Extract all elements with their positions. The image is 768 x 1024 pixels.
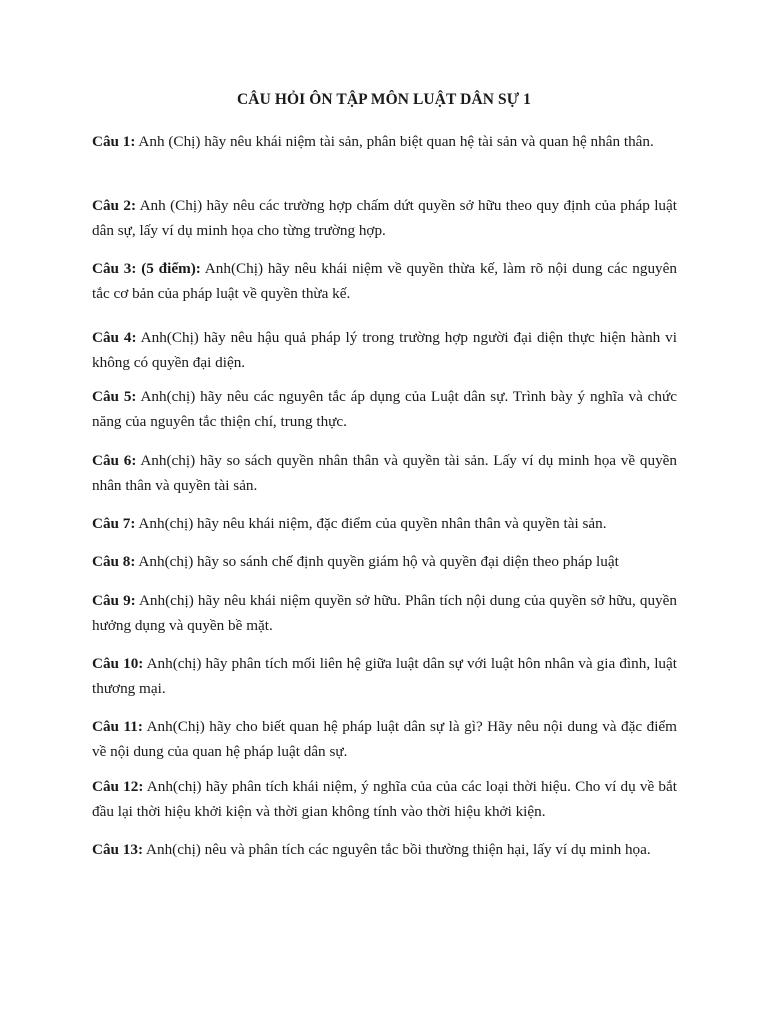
question-9 xyxy=(92,588,677,638)
question-4 xyxy=(92,325,677,375)
question-label: Câu 12: xyxy=(92,778,144,795)
question-text: Anh(chị) nêu và phân tích các nguyên tắc bồi thường thiện hại, lấy ví dụ minh họa. xyxy=(143,841,651,858)
question-text: Anh(chị) hãy so sánh chế định quyền giám hộ và quyền đại diện theo pháp luật xyxy=(135,553,619,570)
question-label: Câu 2: xyxy=(92,197,137,214)
question-label: Câu 1: xyxy=(92,133,136,150)
question-2 xyxy=(92,193,677,243)
question-8 xyxy=(92,549,677,574)
question-label: Câu 6: xyxy=(92,452,137,469)
question-13 xyxy=(92,837,677,862)
question-text: Anh (Chị) hãy nêu các trường hợp chấm dứt quyền sở hữu theo quy định của pháp luật dân sự, lấy ví dụ minh họa cho từng trường hợp. xyxy=(92,197,677,239)
question-7 xyxy=(92,511,677,536)
question-10 xyxy=(92,651,677,701)
question-label: Câu 7: xyxy=(92,515,136,532)
question-label: Câu 5: xyxy=(92,388,137,405)
question-text: Anh (Chị) hãy nêu khái niệm tài sản, phân biệt quan hệ tài sản và quan hệ nhân thân. xyxy=(135,133,654,150)
question-1 xyxy=(92,129,677,154)
question-5 xyxy=(92,384,677,434)
question-text: Anh(chị) hãy phân tích mối liên hệ giữa luật dân sự với luật hôn nhân và gia đình, luật thương mại. xyxy=(92,655,677,697)
question-label: Câu 4: xyxy=(92,329,137,346)
question-label: Câu 11: xyxy=(92,718,143,735)
question-text: Anh(chị) hãy nêu khái niệm quyền sở hữu. Phân tích nội dung của quyền sở hữu, quyền hưởng dụng và quyền bề mặt. xyxy=(92,592,677,634)
question-text: Anh(Chị) hãy nêu hậu quả pháp lý trong trường hợp người đại diện thực hiện hành vi không có quyền đại diện. xyxy=(92,329,677,371)
question-11 xyxy=(92,714,677,764)
question-text: Anh(chị) hãy phân tích khái niệm, ý nghĩa của của các loại thời hiệu. Cho ví dụ về bắt đầu lại thời hiệu khởi kiện và thời gian không tính vào thời hiệu khởi kiện. xyxy=(92,778,677,820)
question-12 xyxy=(92,774,677,824)
question-text: Anh(chị) hãy nêu khái niệm, đặc điểm của quyền nhân thân và quyền tài sản. xyxy=(135,515,607,532)
question-text: Anh(Chị) hãy nêu khái niệm về quyền thừa kế, làm rõ nội dung các nguyên tắc cơ bản của pháp luật về quyền thừa kế. xyxy=(92,260,677,302)
question-label: Câu 10: xyxy=(92,655,144,672)
document-title: CÂU HỎI ÔN TẬP MÔN LUẬT DÂN SỰ 1 xyxy=(237,91,531,108)
question-label: Câu 8: xyxy=(92,553,136,570)
question-label: Câu 13: xyxy=(92,841,144,858)
question-text: Anh(chị) hãy nêu các nguyên tắc áp dụng của Luật dân sự. Trình bày ý nghĩa và chức năng của nguyên tắc thiện chí, trung thực. xyxy=(92,388,677,430)
question-6 xyxy=(92,448,677,498)
question-label: Câu 9: xyxy=(92,592,136,609)
question-text: Anh(chị) hãy so sách quyền nhân thân và quyền tài sản. Lấy ví dụ minh họa về quyền nhân thân và quyền tài sản. xyxy=(92,452,677,494)
question-3 xyxy=(92,256,677,306)
question-text: Anh(Chị) hãy cho biết quan hệ pháp luật dân sự là gì? Hãy nêu nội dung và đặc điểm về nội dung của quan hệ pháp luật dân sự. xyxy=(92,718,677,760)
question-label: Câu 3: (5 điểm): xyxy=(92,260,201,277)
